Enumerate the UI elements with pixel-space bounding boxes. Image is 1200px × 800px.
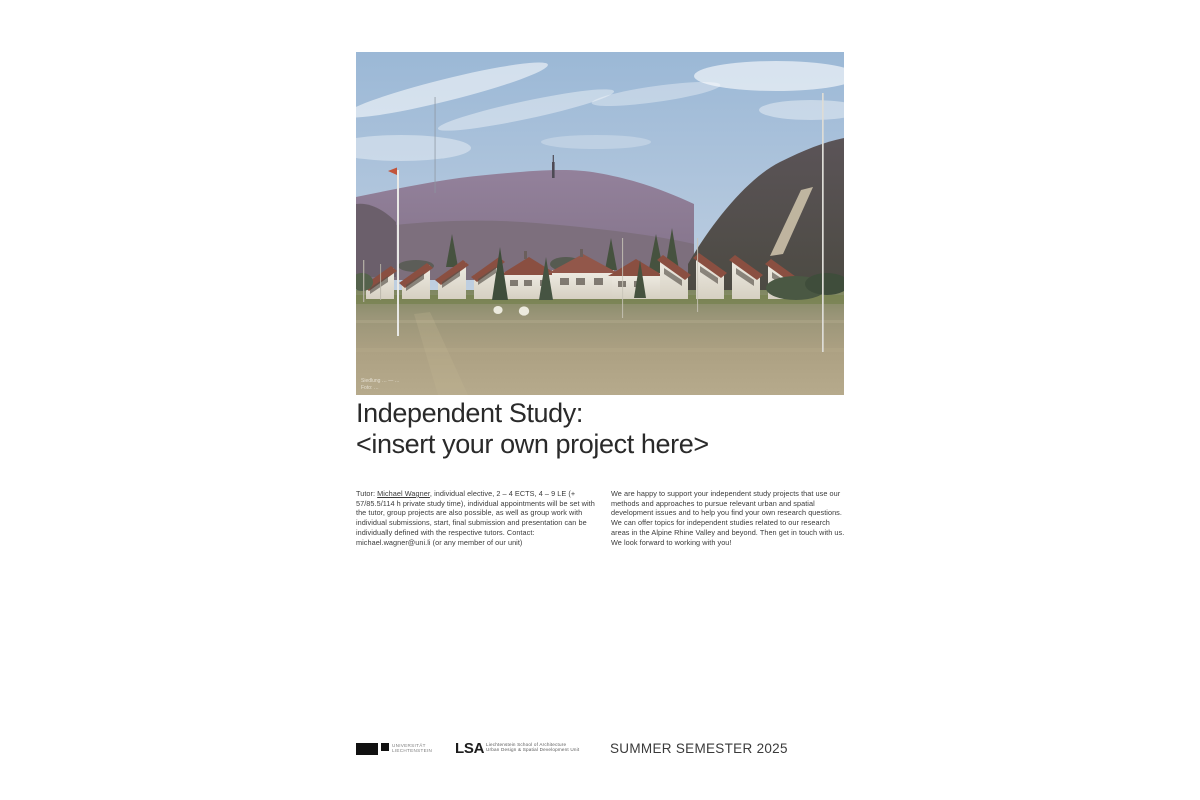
lsa-acronym: LSA — [455, 740, 485, 757]
photo-caption-line1: Siedlung … — … — [361, 378, 400, 384]
university-logo-bar — [356, 743, 378, 755]
tutor-name-link[interactable]: Michael Wagner — [377, 489, 430, 498]
title-line1: Independent Study: — [356, 398, 583, 428]
tutor-details: , individual elective, 2 – 4 ECTS, 4 – 9 LE (+ 57/85.5/114 h private study time), individual appointments will be set with the tutor, group projects are also possible, as well as group work with individual submissions, start, final submission and presentation can be individually defined with the respective tutors. Contact: michael.wagner@uni.li (or any member of our unit) — [356, 489, 595, 547]
page-title — [356, 398, 856, 460]
left-flagpole — [397, 170, 399, 336]
info-column — [356, 489, 597, 547]
title-line2: <insert your own project here> — [356, 429, 709, 459]
semester-label: SUMMER SEMESTER 2025 — [610, 741, 788, 756]
lsa-logo-text — [486, 742, 579, 753]
antenna-mast — [435, 97, 436, 193]
university-name-line1: UNIVERSITÄT — [392, 743, 426, 748]
university-logo-text — [392, 743, 432, 754]
lsa-line1: Liechtenstein School of Architecture — [486, 742, 567, 747]
meadow — [356, 290, 844, 395]
footer — [356, 740, 844, 760]
tutor-prefix: Tutor: — [356, 489, 378, 498]
hero-photo-svg — [356, 52, 844, 395]
hero-photo — [356, 52, 844, 395]
right-flagpole — [822, 93, 824, 352]
description-column: We are happy to support your independent study projects that use our methods and approaches to pursue relevant urban and spatial development issues and to help you find your own research questions. We can offer topics for independent studies related to our research areas in the Alpine Rhine Valley and beyond. Then get in touch with us. We look forward to working with you! — [611, 489, 845, 547]
university-logo-square — [381, 743, 389, 751]
university-name-line2: LIECHTENSTEIN — [392, 748, 433, 754]
lsa-line2: Urban Design & Spatial Development Unit — [486, 747, 580, 753]
photo-caption-line2: Foto: … — [361, 385, 379, 391]
